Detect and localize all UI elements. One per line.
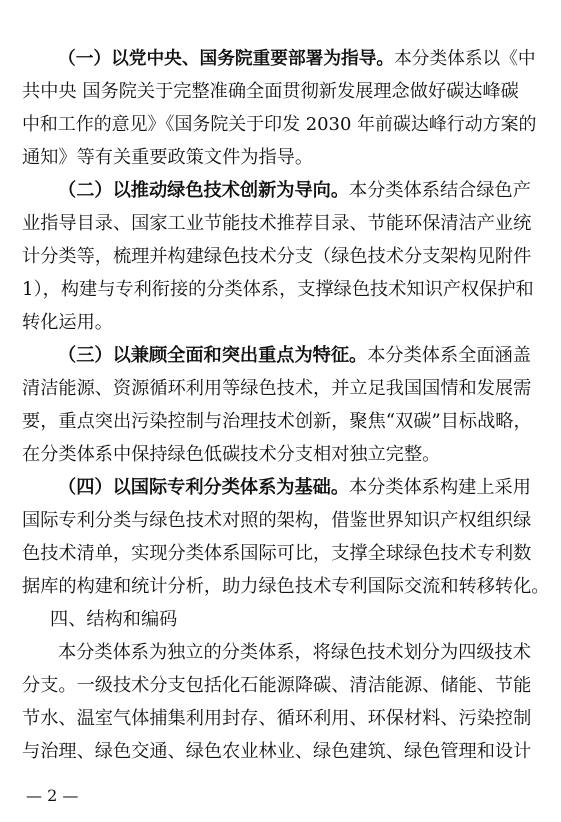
paragraph-1-text: 本分类体系以《中 bbox=[394, 49, 536, 69]
paragraph-4-line-4: 据库的构建和统计分析，助力绿色技术专利国际交流和转移转化。 bbox=[22, 576, 550, 597]
paragraph-2-text: 本分类体系结合绿色产 bbox=[349, 180, 531, 201]
paragraph-2-line-3: 计分类等，梳理并构建绿色技术分支（绿色技术分支架构见附件 bbox=[22, 246, 532, 267]
paragraph-1-heading: （一）以党中央、国务院重要部署为指导。 bbox=[58, 49, 395, 69]
final-paragraph-line-1: 本分类体系为独立的分类体系，将绿色技术划分为四级技术 bbox=[58, 642, 531, 663]
paragraph-4-line-1 bbox=[58, 473, 538, 503]
paragraph-2-line-4: 1），构建与专利衔接的分类体系，支撑绿色技术知识产权保护和 bbox=[22, 279, 534, 300]
paragraph-3-line-2: 清洁能源、资源循环利用等绿色技术，并立足我国国情和发展需 bbox=[22, 378, 532, 399]
paragraph-4-text: 本分类体系构建上采用 bbox=[349, 477, 531, 498]
paragraph-3-line-3: 要，重点突出污染控制与治理技术创新，聚焦“双碳”目标战略， bbox=[22, 411, 532, 432]
paragraph-1-line-2: 共中央 国务院关于完整准确全面贯彻新发展理念做好碳达峰碳 bbox=[22, 81, 519, 102]
paragraph-2-line-2: 业指导目录、国家工业节能技术推荐目录、节能环保清洁产业统 bbox=[22, 213, 532, 234]
paragraph-2-heading: （二）以推动绿色技术创新为导向。 bbox=[58, 180, 350, 201]
paragraph-4-line-3: 色技术清单，实现分类体系国际可比，支撑全球绿色技术专利数 bbox=[22, 543, 532, 564]
paragraph-1-line-3: 中和工作的意见》《国务院关于印发 2030 年前碳达峰行动方案的 bbox=[22, 114, 537, 135]
final-paragraph-line-3: 节水、温室气体捕集利用封存、循环利用、环保材料、污染控制 bbox=[22, 708, 532, 729]
final-paragraph-line-4: 与治理、绿色交通、绿色农业林业、绿色建筑、绿色管理和设计 bbox=[22, 741, 532, 762]
final-paragraph-line-2: 分支。一级技术分支包括化石能源降碳、清洁能源、储能、节能 bbox=[22, 675, 532, 696]
paragraph-4-heading: （四）以国际专利分类体系为基础。 bbox=[58, 477, 350, 498]
page-number: — 2 — bbox=[26, 786, 79, 805]
paragraph-3-heading: （三）以兼顾全面和突出重点为特征。 bbox=[58, 345, 368, 366]
paragraph-3-line-4: 在分类体系中保持绿色低碳技术分支相对独立完整。 bbox=[22, 444, 441, 465]
paragraph-1-line-4: 通知》等有关重要政策文件为指导。 bbox=[22, 147, 314, 168]
paragraph-2-line-1 bbox=[58, 176, 538, 206]
paragraph-3-text: 本分类体系全面涵盖 bbox=[367, 345, 531, 366]
section-heading: 四、结构和编码 bbox=[50, 609, 178, 630]
paragraph-4-line-2: 国际专利分类与绿色技术对照的架构，借鉴世界知识产权组织绿 bbox=[22, 510, 532, 531]
paragraph-3-line-1 bbox=[58, 341, 538, 371]
paragraph-1-line-1 bbox=[58, 44, 538, 74]
paragraph-2-line-5: 转化运用。 bbox=[22, 312, 113, 333]
